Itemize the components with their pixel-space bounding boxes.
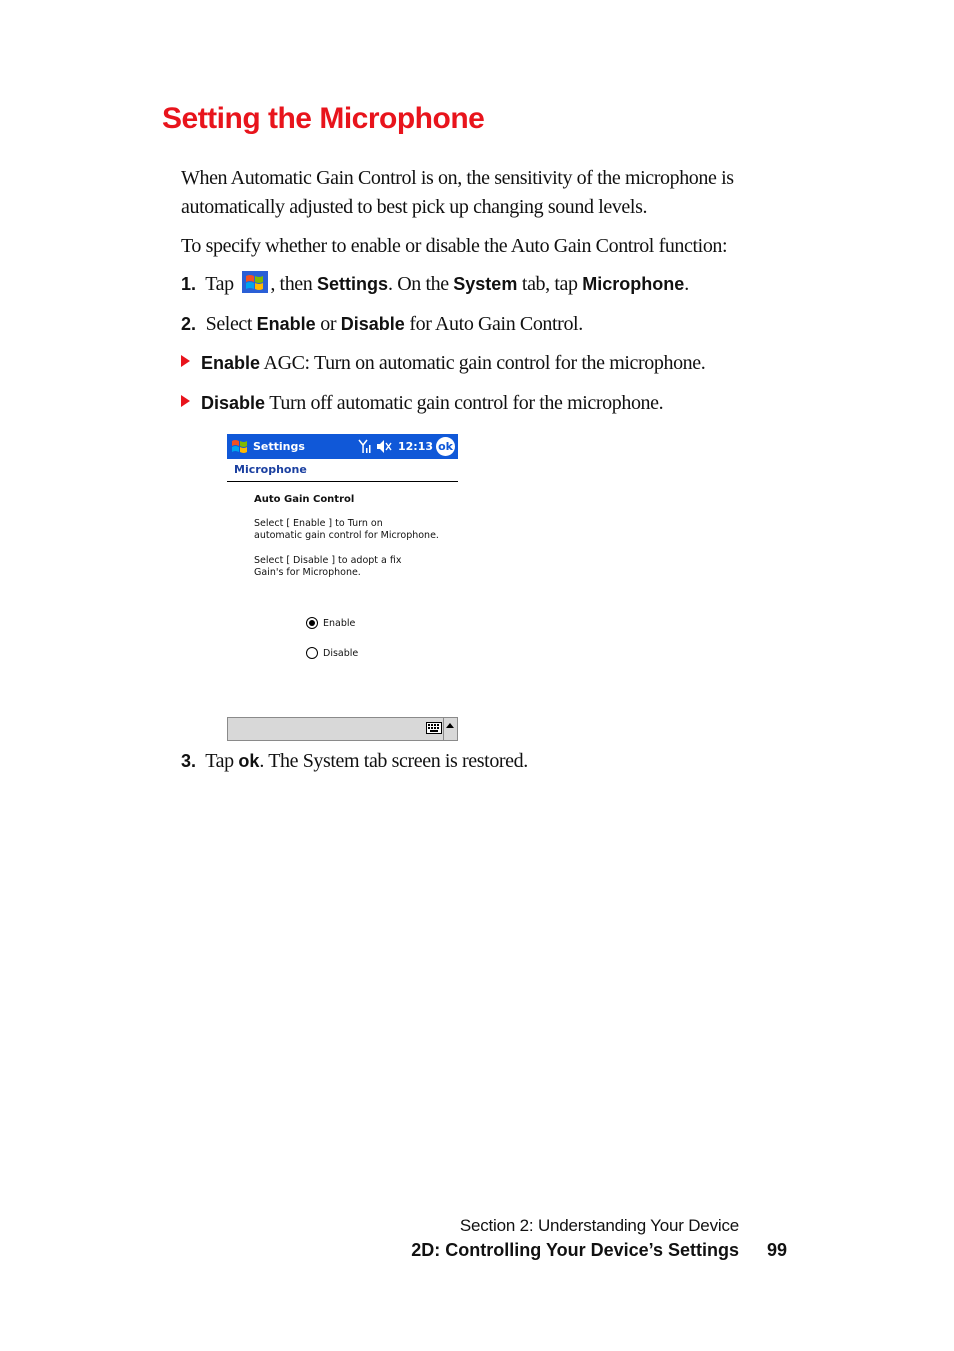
device-screenshot bbox=[227, 434, 458, 741]
disable-instructions: Select [ Disable ] to adopt a fix Gain's for Microphone. bbox=[254, 555, 402, 578]
device-titlebar bbox=[227, 434, 458, 459]
disable-radio-button[interactable] bbox=[306, 647, 318, 659]
keyboard-icon[interactable] bbox=[426, 722, 442, 734]
divider bbox=[227, 481, 458, 482]
device-menu-bar bbox=[227, 717, 458, 741]
step-number: 2. bbox=[181, 314, 197, 334]
step-1: 1. Tap , then Settings. On the System tab, tap Microphone. bbox=[181, 273, 689, 295]
windows-start-icon bbox=[242, 271, 268, 293]
ok-button[interactable]: ok bbox=[436, 437, 455, 456]
section-heading: Auto Gain Control bbox=[254, 494, 355, 505]
footer-section: Section 2: Understanding Your Device bbox=[459, 1216, 739, 1235]
enable-radio-button[interactable] bbox=[306, 617, 318, 629]
enable-radio-label: Enable bbox=[323, 617, 356, 629]
disable-radio-label: Disable bbox=[323, 647, 359, 659]
lead-paragraph: To specify whether to enable or disable the Auto Gain Control function: bbox=[181, 235, 728, 257]
device-title: Settings bbox=[253, 440, 305, 453]
bullet-arrow-icon bbox=[181, 355, 190, 367]
input-selector-arrow-icon[interactable] bbox=[446, 723, 454, 728]
windows-start-icon bbox=[229, 437, 251, 456]
device-clock: 12:13 bbox=[398, 440, 434, 453]
intro-paragraph: When Automatic Gain Control is on, the sensitivity of the microphone is automatically adjusted to best pick up changing sound levels. bbox=[181, 167, 734, 218]
step-number: 1. bbox=[181, 274, 197, 294]
bullet-disable: Disable Turn off automatic gain control for the microphone. bbox=[181, 390, 663, 416]
step-number: 3. bbox=[181, 751, 197, 771]
bullet-enable: Enable AGC: Turn on automatic gain control for the microphone. bbox=[181, 350, 705, 376]
speaker-icon bbox=[376, 439, 392, 454]
enable-radio-option[interactable] bbox=[306, 617, 355, 629]
signal-icon bbox=[358, 439, 372, 454]
page-title: Setting the Microphone bbox=[162, 102, 485, 135]
menu-separator bbox=[443, 718, 444, 740]
bullet-arrow-icon bbox=[181, 395, 190, 407]
disable-radio-option[interactable] bbox=[306, 647, 358, 659]
step-3: 3. Tap ok. The System tab screen is restored. bbox=[181, 750, 528, 772]
step-2: 2. Select Enable or Disable for Auto Gain Control. bbox=[181, 313, 583, 335]
screen-subtitle: Microphone bbox=[234, 463, 307, 476]
footer-chapter: 2D: Controlling Your Device’s Settings bbox=[411, 1240, 739, 1260]
enable-instructions: Select [ Enable ] to Turn on automatic gain control for Microphone. bbox=[254, 518, 439, 541]
page-number: 99 bbox=[767, 1240, 788, 1260]
